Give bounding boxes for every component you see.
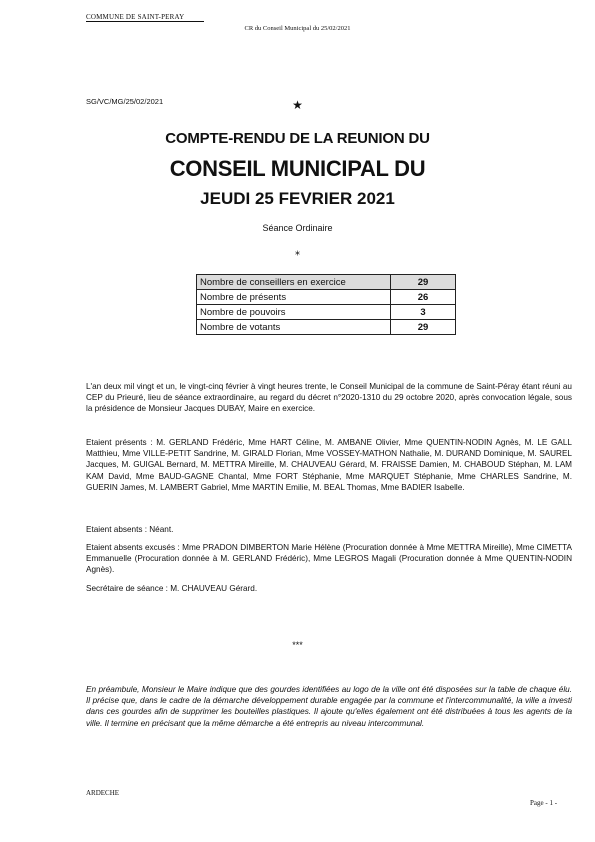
table-row — [197, 305, 456, 320]
stat-label: Nombre de votants — [197, 320, 391, 335]
header-doc-title: CR du Conseil Municipal du 25/02/2021 — [244, 25, 351, 32]
header-underline — [86, 21, 204, 22]
session-type: Séance Ordinaire — [262, 223, 333, 233]
attendance-table — [196, 274, 456, 335]
header-commune: COMMUNE DE SAINT-PERAY — [86, 13, 185, 21]
stat-value: 26 — [391, 290, 456, 305]
title-line-2: CONSEIL MUNICIPAL DU — [169, 156, 426, 181]
stat-label: Nombre de conseillers en exercice — [197, 275, 391, 290]
present-members-paragraph: Etaient présents : M. GERLAND Frédéric, Mme HART Céline, M. AMBANE Olivier, Mme QUENTIN-NODIN Agnès, M. LE GALL Matthieu, Mme VILLE-PETIT Sandrine, M. GIRALD Florian, Mme VOSSEY-MATHON Nathalie, M. DURAND Dominique, M. SAUREL Jacques, M. GUIGAL Bernard, M. METTRA Mireille, M. CHAUVEAU Gérard, M. FRAISSE Damien, M. CHABOUD Stéphan, M. LAM KAM David, Mme BAUD-GAGNE Chantal, Mme FORT Stéphanie, Mme MARQUET Stéphanie, Mme CHARLES Sandrine, M. GUERIN James, M. LAMBERT Gabriel, Mme MARTIN Emilie, M. BEAL Thomas, Mme BADIER Isabelle. — [86, 438, 572, 492]
table-row — [197, 290, 456, 305]
footer-department: ARDECHE — [86, 789, 120, 797]
intro-paragraph: L'an deux mil vingt et un, le vingt-cinq février à vingt heures trente, le Conseil Municipal de la commune de Saint-Péray étant réuni au CEP du Prieuré, lieu de séance extraordinaire, au regard du décret n°2020-1310 du 29 octobre 2020, après convocation légale, sous la présidence de Monsieur Jacques DUBAY, Maire en exercice. — [86, 382, 572, 414]
title-line-1: COMPTE-RENDU DE LA REUNION DU — [165, 130, 430, 147]
ornament-star: ★ — [292, 98, 303, 112]
title-line-3: JEUDI 25 FEVRIER 2021 — [200, 189, 395, 208]
stat-label: Nombre de présents — [197, 290, 391, 305]
stat-value: 3 — [391, 305, 456, 320]
section-separator: *** — [292, 640, 303, 650]
table-row — [197, 275, 456, 290]
stat-label: Nombre de pouvoirs — [197, 305, 391, 320]
page-number: Page - 1 - — [530, 799, 558, 807]
stat-value: 29 — [391, 320, 456, 335]
document-reference: SG/VC/MG/25/02/2021 — [86, 97, 164, 106]
preamble-paragraph: En préambule, Monsieur le Maire indique que des gourdes identifiées au logo de la ville ont été disposées sur la table de chaque élu. Il précise que, dans le cadre de la démarche développement durable engagée par la commune et l'intercommunalité, la ville a investi dans ces gourdes afin de supprimer les bouteilles plastiques. Il ajoute qu'elles également ont été distribuées à tous les agents de la ville. Il termine en précisant que la même démarche a été entrepris au niveau intercommunal. — [86, 685, 572, 728]
secretary-paragraph: Secrétaire de séance : M. CHAUVEAU Gérard. — [86, 584, 258, 593]
absent-paragraph: Etaient absents : Néant. — [86, 525, 174, 534]
table-row — [197, 320, 456, 335]
divider-star: ⁎ — [295, 247, 300, 258]
stat-value: 29 — [391, 275, 456, 290]
excused-paragraph: Etaient absents excusés : Mme PRADON DIMBERTON Marie Hélène (Procuration donnée à Mme METTRA Mireille), Mme CIMETTA Emmanuelle (Procuration donnée à M. GERLAND Frédéric), Mme LEGROS Magali (Procuration donnée à Mme QUENTIN-NODIN Agnès). — [86, 543, 572, 575]
